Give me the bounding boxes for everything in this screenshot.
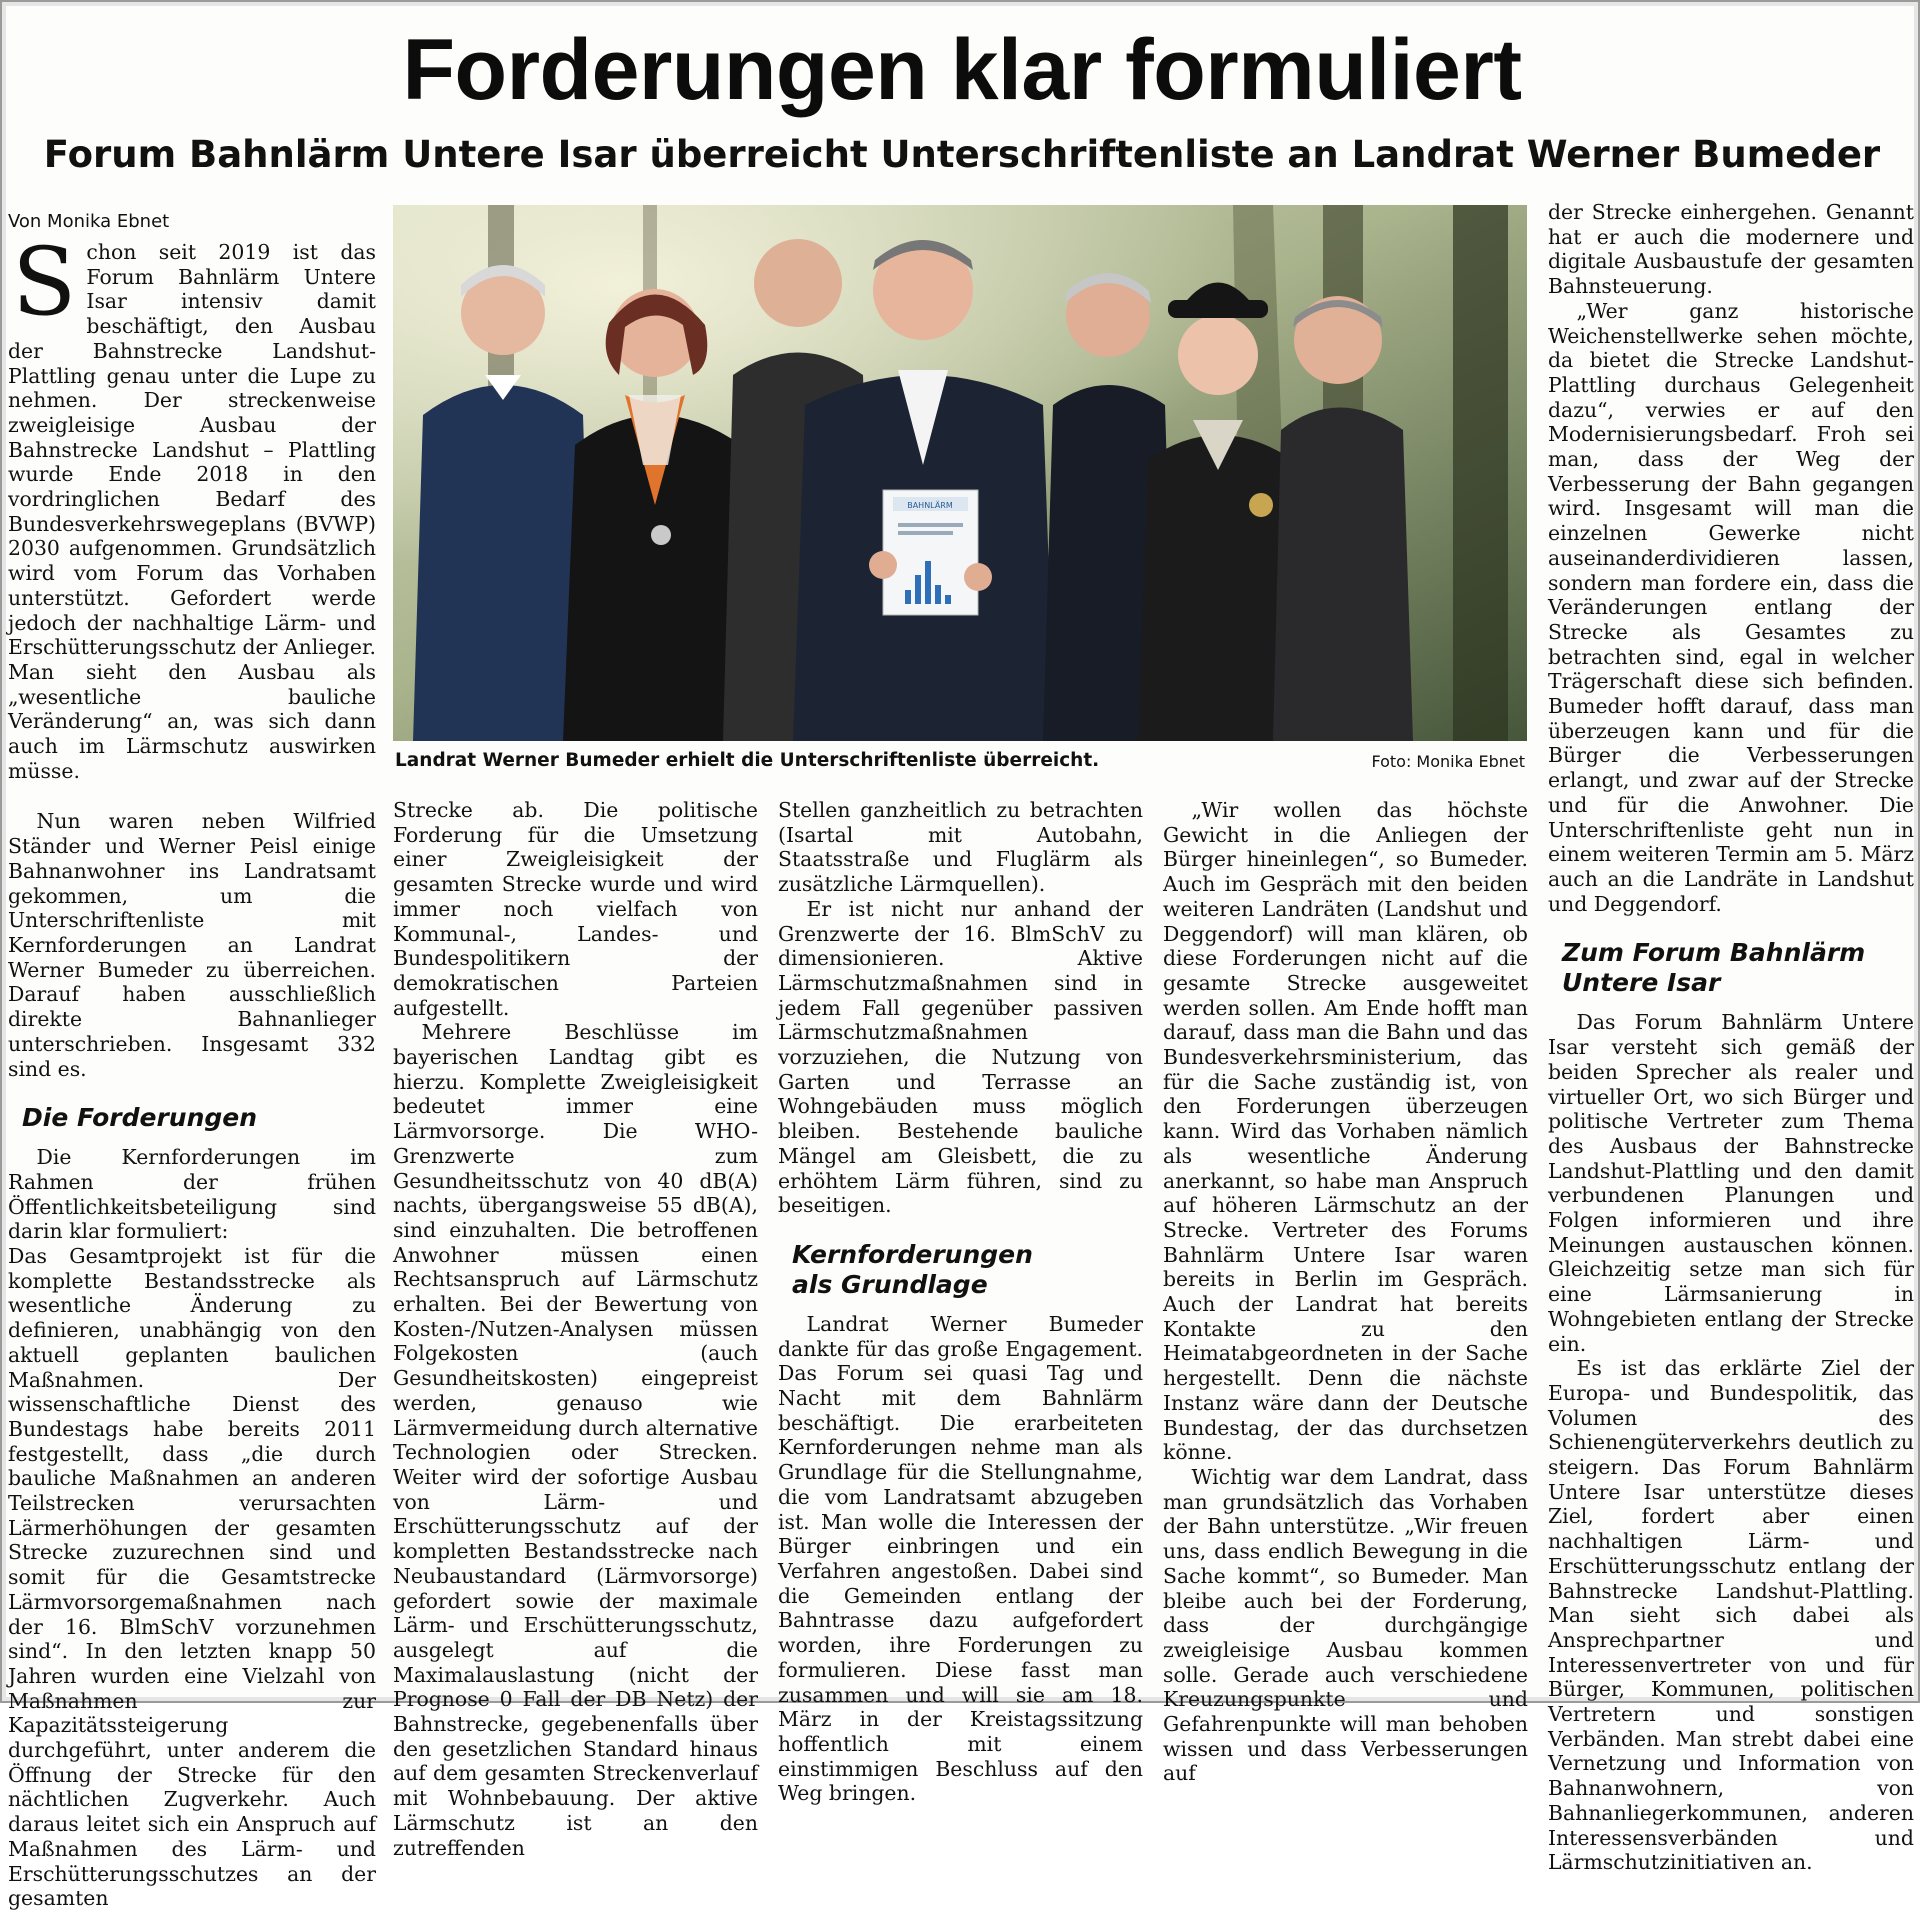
paragraph: Wichtig war dem Landrat, dass man grundsätzlich das Vorhaben der Bahn unterstütze. „Wir freuen uns, dass endlich Bewegung in die Sache kommt“, so Bumeder. Man bleibe auch bei der Forderung, dass der durchgängige zweigleisige Ausbau kommen solle. Gerade auch verschiedene Kreuzungspunkte und Gefahrenpunkte will man behoben wissen und dass Verbesserungen auf: [1163, 1464, 1528, 1786]
article-column-3: [778, 798, 1143, 1806]
paragraph: Nun waren neben Wilfried Ständer und Werner Peisl einige Bahnanwohner ins Landratsamt gekommen, um die Unterschriftenliste mit Kernforderungen an Landrat Werner Bumeder zu überreichen. Darauf haben ausschließlich direkte Bahnanlieger unterschrieben. Insgesamt 332 sind es.: [8, 809, 376, 1081]
headline: Forderungen klar formuliert: [402, 22, 1522, 118]
subhead-line: Zum Forum Bahnlärm: [1562, 938, 1866, 968]
photo-caption-bar: [395, 748, 1525, 776]
paragraph: Stellen ganzheitlich zu betrachten (Isartal mit Autobahn, Staatsstraße und Fluglärm als zusätzliche Lärmquellen).: [778, 798, 1143, 897]
subhead-line: als Grundlage: [792, 1269, 988, 1299]
paragraph: „Wir wollen das höchste Gewicht in die Anliegen der Bürger hineinlegen“, so Bumeder. Auch im Gespräch mit den beiden weiteren Landräten (Landshut und Deggendorf) will man klären, ob diese Forderungen nicht auf die gesamte Strecke ausgeweitet werden sollen. Am Ende hofft man darauf, dass man die Bahn und das Bundesverkehrsministerium, das für die Sache zuständig ist, von den Forderungen überzeugen kann. Wird das Vorhaben nämlich als wesentliche Änderung anerkannt, so habe man Anspruch auf höheren Lärmschutz an der Strecke. Vertreter des Forums Bahnlärm Untere Isar waren bereits in Berlin im Gespräch. Auch der Landrat hat bereits Kontakte zu den Heimatabgeordneten in der Sache hergestellt. Denn die nächste Instanz wäre dann der Deutsche Bundestag, der das durchsetzen könne.: [1163, 798, 1528, 1465]
subhead-kernforderungen: [778, 1240, 1143, 1300]
paragraph: Strecke ab. Die politische Forderung für die Umsetzung einer Zweigleisigkeit der gesamten Strecke wurde und wird immer noch vielfach von Kommunal-, Landes- und Bundespolitikern der demokratischen Parteien aufgestellt.: [393, 798, 758, 1020]
paragraph: Das Forum Bahnlärm Untere Isar versteht sich gemäß der beiden Sprecher als realer und virtueller Ort, wo sich Bürger und politische Vertreter zum Thema des Ausbaus der Bahnstrecke Landshut-Plattling und den damit verbundenen Planungen und Folgen informieren und ihre Meinungen austauschen können. Gleichzeitig setze man sich für eine Lärmsanierung in Wohngebieten entlang der Strecke ein.: [1548, 1010, 1914, 1356]
photo-caption: Landrat Werner Bumeder erhielt die Unterschriftenliste überreicht.: [395, 750, 1100, 771]
subhead-line: Kernforderungen: [792, 1239, 1033, 1269]
photo-illustration: [393, 205, 1527, 741]
article-column-2: [393, 798, 758, 1860]
group-photo: [393, 205, 1527, 741]
photo-credit: Foto: Monika Ebnet: [1371, 752, 1525, 771]
byline: Von Monika Ebnet: [8, 211, 170, 232]
paragraph: Er ist nicht nur anhand der Grenzwerte der 16. BlmSchV zu dimensionieren. Aktive Lärmschutzmaßnahmen sind in jedem Fall gegenüber passiven Lärmschutzmaßnahmen vorzuziehen, die Nutzung von Garten und Terrasse an Wohngebäuden muss möglich bleiben. Bestehende bauliche Mängel am Gleisbett, die zu erhöhtem Lärm führen, sind zu beseitigen.: [778, 896, 1143, 1218]
lead-paragraph-text: chon seit 2019 ist das Forum Bahnlärm Untere Isar intensiv damit beschäftigt, den Ausbau der Bahnstrecke Landshut-Plattling genau unter die Lupe zu nehmen. Der streckenweise zweigleisige Ausbau der Bahnstrecke Landshut – Plattling wurde Ende 2018 in den vordringlichen Bedarf des Bundesverkehrswegeplans (BVWP) 2030 aufgenommen. Grundsätzlich wird vom Forum das Vorhaben unterstützt. Gefordert werde jedoch der nachhaltige Lärm- und Erschütterungsschutz der Anlieger. Man sieht den Ausbau als „wesentliche bauliche Veränderung“ an, was sich dann auch im Lärmschutz auswirken müsse.: [8, 240, 376, 783]
paragraph: Es ist das erklärte Ziel der Europa- und Bundespolitik, das Volumen des Schienengüterverkehrs deutlich zu steigern. Das Forum Bahnlärm Untere Isar unterstütze dieses Ziel, fordert aber einen nachhaltigen Lärm- und Erschütterungsschutz entlang der Bahnstrecke Landshut-Plattling. Man sieht sich dabei als Ansprechpartner und Interessenvertreter von und für Bürger, Kommunen, politischen Vertretern und sonstigen Verbänden. Man strebt dabei eine Vernetzung und Information von Bahnanwohnern, von Bahnanliegerkommunen, anderen Interessensverbänden und Lärmschutzinitiativen an.: [1548, 1356, 1914, 1875]
lead-paragraph: [8, 228, 376, 783]
subhead-die-forderungen: Die Forderungen: [22, 1103, 258, 1133]
article-column-1: [8, 210, 376, 1911]
document-logo-text: BAHNLÄRM: [907, 501, 953, 510]
article-column-4: [1163, 798, 1528, 1786]
drop-cap: S: [12, 228, 77, 337]
subhead-zum-forum: [1548, 938, 1914, 998]
subhead-line: Untere Isar: [1562, 968, 1721, 998]
paragraph: der Strecke einhergehen. Genannt hat er auch die modernere und digitale Ausbaustufe der gesamten Bahnsteuerung.: [1548, 200, 1914, 299]
paragraph: Die Kernforderungen im Rahmen der frühen Öffentlichkeitsbeteiligung sind darin klar formuliert:: [8, 1145, 376, 1244]
paragraph: Das Gesamtprojekt ist für die komplette Bestandsstrecke als wesentliche Änderung zu definieren, unabhängig von den aktuell geplanten baulichen Maßnahmen. Der wissenschaftliche Dienst des Bundestags habe bereits 2011 festgestellt, dass „die durch bauliche Maßnahmen an anderen Teilstrecken verursachten Lärmerhöhungen der gesamten Strecke zuzurechnen sind und somit für die Gesamtstrecke Lärmvorsorgemaßnahmen nach der 16. BlmSchV vorzunehmen sind“. In den letzten knapp 50 Jahren wurden eine Vielzahl von Maßnahmen zur Kapazitätssteigerung durchgeführt, unter anderem die Öffnung der Strecke für den nächtlichen Zugverkehr. Auch daraus leitet sich ein Anspruch auf Maßnahmen des Lärm- und Erschütterungsschutzes an der gesamten: [8, 1244, 376, 1911]
subheadline: Forum Bahnlärm Untere Isar überreicht Unterschriftenliste an Landrat Werner Bumeder: [43, 133, 1881, 176]
article-column-5: [1548, 200, 1914, 1875]
paragraph: „Wer ganz historische Weichenstellwerke sehen möchte, da bietet die Strecke Landshut-Plattling durchaus Gelegenheit dazu“, verwies er auf den Modernisierungsbedarf. Froh sei man, dass der Weg der Verbesserung der Bahn gegangen wird. Insgesamt will man die einzelnen Gewerke nicht auseinanderdividieren lassen, sondern man fordere ein, dass die Veränderungen entlang der Strecke als Gesamtes zu betrachten sind, egal in welcher Trägerschaft diese sich befinden. Bumeder hofft darauf, dass man überzeugen kann und für die Bürger die Verbesserungen erlangt, und zwar auf der Strecke und für die Anwohner. Die Unterschriftenliste geht nun in einem weiteren Termin am 5. März auch an die Landräte in Landshut und Deggendorf.: [1548, 298, 1914, 916]
paragraph: Mehrere Beschlüsse im bayerischen Landtag gibt es hierzu. Komplette Zweigleisigkeit bedeutet immer eine Lärmvorsorge. Die WHO-Grenzwerte zum Gesundheitsschutz von 40 dB(A) nachts, übergangsweise 55 dB(A), sind einzuhalten. Die betroffenen Anwohner müssen einen Rechtsanspruch auf Lärmschutz erhalten. Bei der Bewertung von Kosten-/Nutzen-Analysen müssen Folgekosten (auch Gesundheitskosten) eingepreist werden, genauso wie Lärmvermeidung durch alternative Technologien oder Strecken. Weiter wird der sofortige Ausbau von Lärm- und Erschütterungsschutz auf der kompletten Bestandsstrecke nach Neubaustandard (Lärmvorsorge) gefordert sowie der maximale Lärm- und Erschütterungsschutz, ausgelegt auf die Maximalauslastung (nicht der Prognose 0 Fall der DB Netz) der Bahnstrecke, gegebenenfalls über den gesetzlichen Standard hinaus auf dem gesamten Streckenverlauf mit Wohnbebauung. Der aktive Lärmschutz ist an den zutreffenden: [393, 1020, 758, 1860]
paragraph: Landrat Werner Bumeder dankte für das große Engagement. Das Forum sei quasi Tag und Nacht mit dem Bahnlärm beschäftigt. Die erarbeiteten Kernforderungen nehme man als Grundlage für die Stellungnahme, die vom Landratsamt abzugeben ist. Man wolle die Interessen der Bürger einbringen und ein Verfahren angestoßen. Dabei sind die Gemeinden entlang der Bahntrasse dazu aufgefordert worden, ihre Forderungen zu formulieren. Diese fasst man zusammen und will sie am 18. März in der Kreistagssitzung hoffentlich mit einem einstimmigen Beschluss auf den Weg bringen.: [778, 1311, 1143, 1806]
